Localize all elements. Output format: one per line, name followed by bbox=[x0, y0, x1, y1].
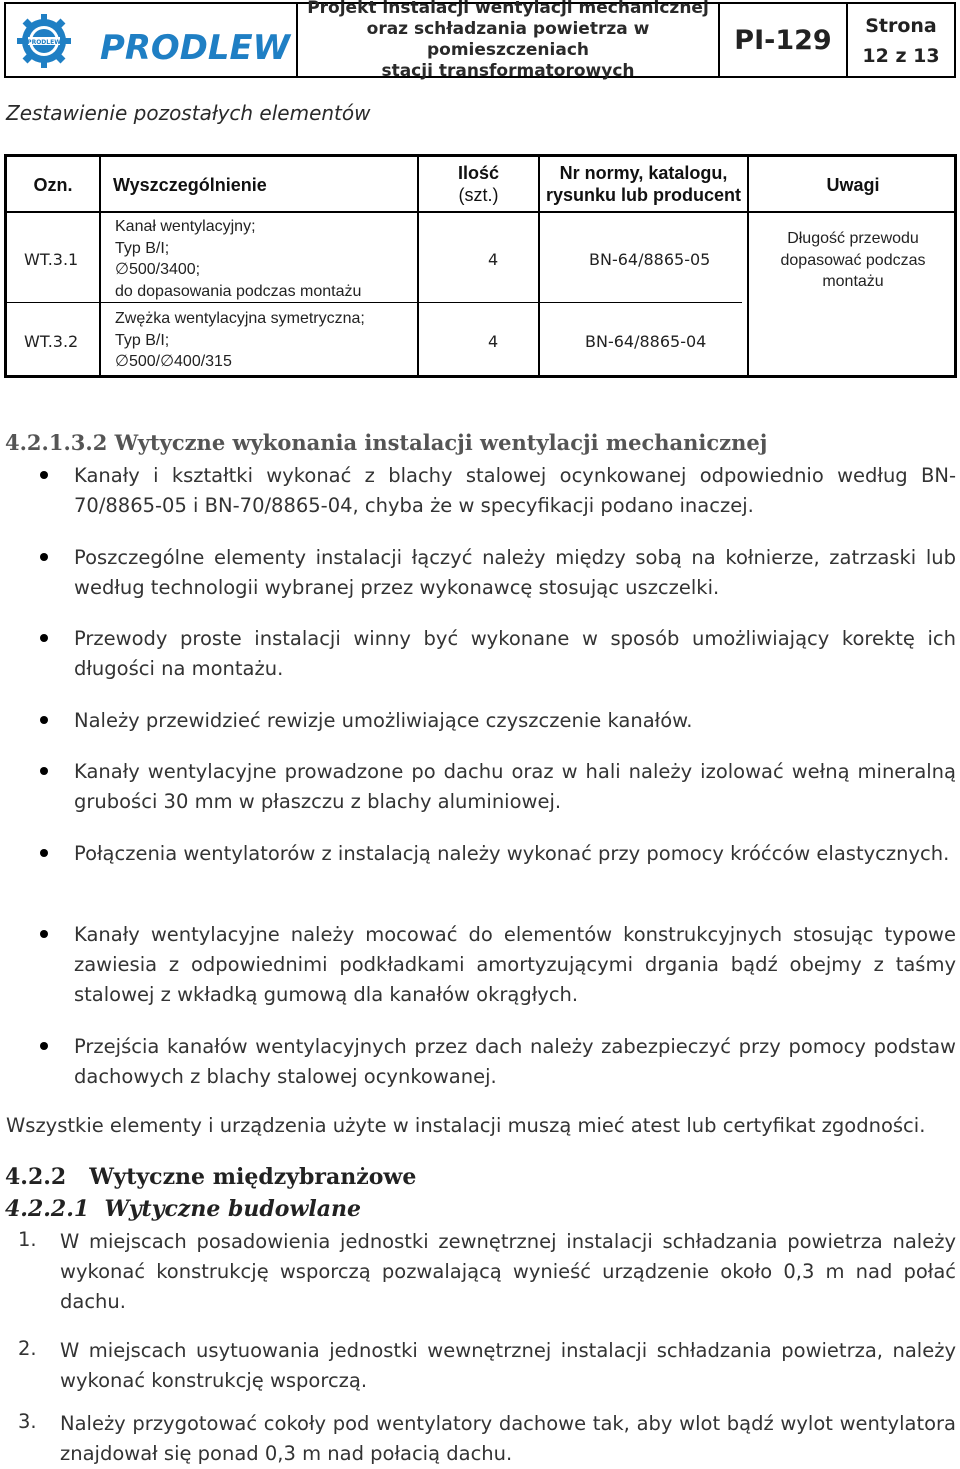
section-title: Zestawienie pozostałych elementów bbox=[6, 101, 371, 125]
guideline-item: Połączenia wentylatorów z instalacją należy wykonać przy pomocy króćców elastycznych. bbox=[74, 842, 950, 865]
item-number: 2. bbox=[18, 1337, 37, 1360]
bullet-icon bbox=[40, 634, 48, 642]
row2-norma: BN-64/8865-04 bbox=[585, 332, 707, 351]
page-indicator bbox=[846, 4, 954, 76]
guideline-item: Poszczególne elementy instalacji łączyć należy między sobą na kołnierze, zatrzaski lub według technologii wybranej przez wykonawcę stosując uszczelki. bbox=[74, 546, 956, 599]
guideline-item: Kanały wentylacyjne należy mocować do elementów konstrukcyjnych stosując typowe zawiesia z odpowiednimi podkładkami amortyzującymi drgania bądź obejmy z taśmy stalowej z wkładką gumową dla kanałów okrągłych. bbox=[74, 923, 956, 1006]
bullet-icon bbox=[40, 1042, 48, 1050]
row1-ozn: WT.3.1 bbox=[24, 250, 79, 269]
row1-desc: Kanał wentylacyjny; Typ B/I; ∅500/3400; do dopasowania podczas montażu bbox=[115, 218, 362, 300]
construction-item: Należy przygotować cokoły pod wentylatory dachowe tak, aby wlot bądź wylot wentylatora znajdował się ponad 0,3 m nad połacią dachu. bbox=[60, 1412, 956, 1465]
header-ozn: Ozn. bbox=[33, 175, 73, 195]
logo-wordmark: PRODLEW bbox=[100, 28, 292, 68]
interdisciplinary-heading: 4.2.2 Wytyczne międzybranżowe bbox=[5, 1164, 417, 1190]
page-number: 12 z 13 bbox=[862, 45, 940, 67]
construction-item: W miejscach usytuowania jednostki wewnętrznej instalacji schładzania powietrza, należy wykonać konstrukcję wsporczą. bbox=[60, 1339, 956, 1392]
row2-ozn: WT.3.2 bbox=[24, 332, 79, 351]
row1-ilosc: 4 bbox=[488, 250, 499, 269]
header-uwagi: Uwagi bbox=[826, 175, 880, 195]
row1-uwagi: Długość przewodu dopasować podczas montażu bbox=[780, 230, 926, 290]
guideline-item: Należy przewidzieć rewizje umożliwiające czyszczenie kanałów. bbox=[74, 709, 693, 732]
construction-item: W miejscach posadowienia jednostki zewnętrznej instalacji schładzania powietrza należy wykonać konstrukcję wsporczą pozwalającą wynieść urządzenie około 0,3 m nad połać dachu. bbox=[60, 1230, 956, 1313]
guidelines-heading: 4.2.1.3.2 Wytyczne wykonania instalacji wentylacji mechanicznej bbox=[5, 430, 768, 455]
guideline-item: Kanały i kształtki wykonać z blachy stalowej ocynkowanej odpowiednio według BN-70/8865-05 i BN-70/8865-04, chyba że w specyfikacji podano inaczej. bbox=[74, 464, 956, 517]
bullet-icon bbox=[40, 930, 48, 938]
item-number: 1. bbox=[18, 1228, 37, 1251]
company-logo bbox=[14, 12, 292, 70]
item-number: 3. bbox=[18, 1410, 37, 1433]
row1-norma: BN-64/8865-05 bbox=[589, 250, 711, 269]
page-label: Strona bbox=[865, 15, 937, 37]
document-title: Projekt instalacji wentylacji mechanicznej oraz schładzania powietrza w pomieszczeniach stacji transformatorowych bbox=[296, 4, 718, 76]
guideline-item: Przewody proste instalacji winny być wykonane w sposób umożliwiający korektę ich długości na montażu. bbox=[74, 627, 956, 680]
logo-emblem-icon bbox=[14, 12, 292, 70]
document-header bbox=[4, 0, 956, 81]
row2-desc: Zwężka wentylacyjna symetryczna; Typ B/I; ∅500/∅400/315 bbox=[115, 310, 365, 370]
bullet-icon bbox=[40, 553, 48, 561]
document-code: PI-129 bbox=[718, 4, 846, 76]
header-wyszczegolnienie: Wyszczególnienie bbox=[113, 175, 267, 195]
construction-subheading: 4.2.2.1 Wytyczne budowlane bbox=[5, 1196, 361, 1222]
header-ilosc: Ilość (szt.) bbox=[457, 163, 500, 205]
svg-text:PRODLEW: PRODLEW bbox=[27, 39, 61, 46]
header-norma: Nr normy, katalogu, rysunku lub producent bbox=[545, 163, 741, 205]
row2-ilosc: 4 bbox=[488, 332, 499, 351]
elements-table bbox=[4, 154, 957, 378]
bullet-icon bbox=[40, 767, 48, 775]
bullet-icon bbox=[40, 471, 48, 479]
guideline-item: Przejścia kanałów wentylacyjnych przez dach należy zabezpieczyć przy pomocy podstaw dachowych z blachy stalowej ocynkowanej. bbox=[74, 1035, 956, 1088]
bullet-icon bbox=[40, 849, 48, 857]
guidelines-summary: Wszystkie elementy i urządzenia użyte w instalacji muszą mieć atest lub certyfikat zgodności. bbox=[6, 1114, 926, 1137]
guideline-item: Kanały wentylacyjne prowadzone po dachu oraz w hali należy izolować wełną mineralną grubości 30 mm w płaszczu z blachy aluminiowej. bbox=[74, 760, 956, 813]
bullet-icon bbox=[40, 716, 48, 724]
